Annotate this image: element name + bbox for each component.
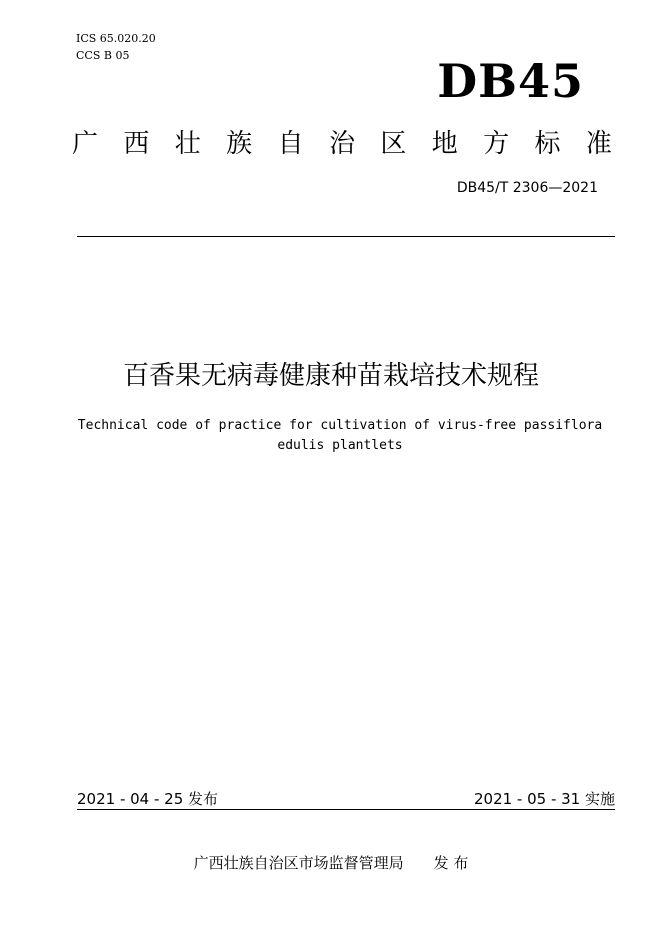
category-char: 方 [483, 129, 510, 159]
ics-code: ICS 65.020.20 [76, 32, 156, 45]
category-char: 区 [380, 129, 407, 159]
category-char: 地 [431, 129, 458, 159]
publisher [0, 852, 662, 874]
publisher-name: 广西壮族自治区市场监督管理局 [193, 854, 404, 872]
category-char: 族 [226, 129, 253, 159]
category-char: 西 [123, 129, 150, 159]
category-char: 自 [277, 129, 304, 159]
category-char: 准 [585, 129, 612, 159]
english-title: Technical code of practice for cultivation of virus-free passiflora edulis plantlets [77, 418, 603, 453]
standard-category-title [72, 124, 612, 164]
standard-number: DB45/T 2306—2021 [456, 180, 598, 196]
implementation-date: 2021 - 05 - 31 实施 [473, 790, 615, 808]
category-char: 广 [72, 129, 99, 159]
category-char: 壮 [174, 129, 201, 159]
footer-divider [77, 809, 615, 810]
issue-date: 2021 - 04 - 25 发布 [77, 790, 219, 808]
publisher-action: 发 布 [433, 854, 469, 872]
category-char: 治 [328, 129, 355, 159]
db-logo: DB45 [437, 54, 584, 108]
ccs-code: CCS B 05 [76, 49, 130, 62]
header-divider [77, 236, 615, 237]
chinese-title: 百香果无病毒健康种苗栽培技术规程 [122, 361, 539, 391]
category-char: 标 [534, 129, 561, 159]
